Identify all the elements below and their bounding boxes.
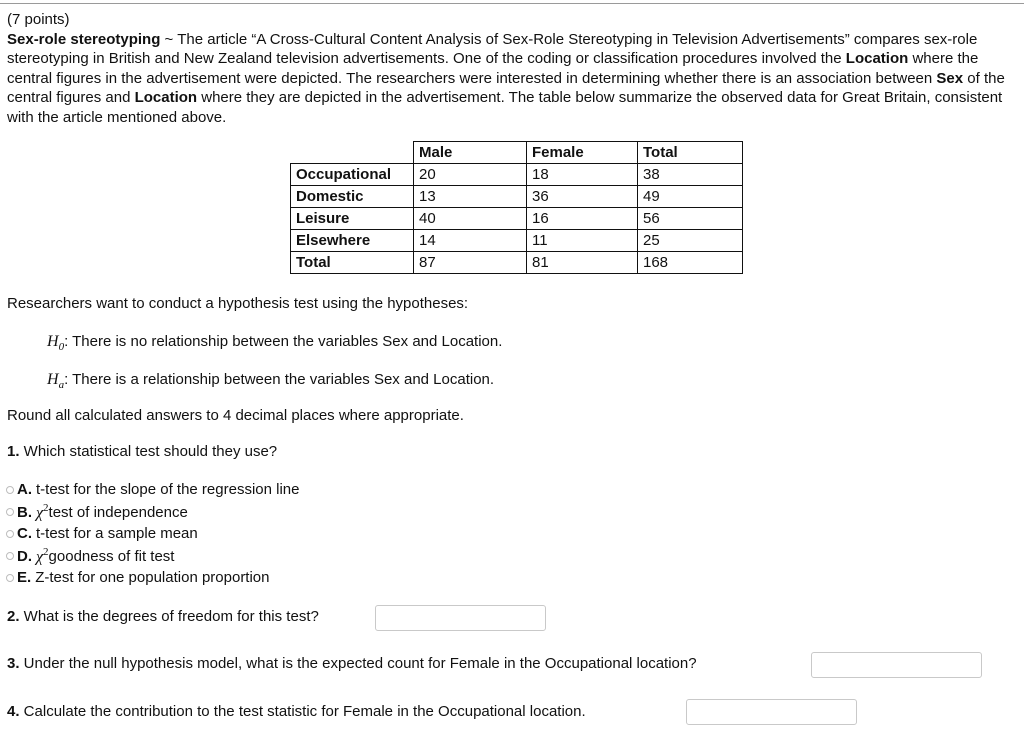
h0-letter: H	[47, 333, 59, 350]
q3-answer-input[interactable]	[811, 652, 982, 678]
q4-text: Calculate the contribution to the test statistic for Female in the Occupational location.	[19, 703, 586, 720]
q1-number: 1.	[7, 443, 20, 460]
question-1	[7, 443, 277, 460]
question-3	[7, 655, 697, 672]
intro-location-bold-2: Location	[134, 89, 198, 106]
question-4	[7, 703, 586, 720]
null-hypothesis	[47, 333, 502, 353]
q2-number: 2.	[7, 608, 20, 625]
table-row	[291, 164, 743, 186]
option-text: Z-test for one population proportion	[35, 569, 270, 586]
row-label: Elsewhere	[291, 230, 414, 252]
ha-subscript: a	[58, 379, 65, 392]
option-letter: A.	[17, 481, 32, 498]
h0-subscript: 0	[58, 341, 65, 354]
option-text: test of independence	[48, 503, 188, 521]
table-corner-cell	[291, 142, 414, 164]
option-b[interactable]	[6, 502, 188, 522]
chi-superscript: 2	[43, 546, 49, 558]
table-row	[291, 230, 743, 252]
q3-text: Under the null hypothesis model, what is the expected count for Female in the Occupational location?	[19, 655, 697, 672]
chi-letter: χ	[36, 504, 44, 522]
hypotheses-lead: Researchers want to conduct a hypothesis test using the hypotheses:	[7, 295, 469, 312]
topic-title: Sex-role stereotyping	[7, 30, 161, 48]
option-d[interactable]	[6, 546, 174, 566]
table-cell: 87	[414, 252, 527, 274]
top-divider	[0, 3, 1024, 4]
chi-square-symbol	[36, 546, 49, 566]
topic-separator: ~	[160, 30, 178, 48]
table-cell: 16	[527, 208, 638, 230]
table-header-row	[291, 142, 743, 164]
intro-text-1: The article “A Cross-Cultural Content Analysis of Sex-Role Stereotyping in Television Advertisements” compares sex-role stereotyping in British and New Zealand television advertisements. One of the coding or classification procedures involved the	[7, 30, 978, 67]
table-cell: 25	[638, 230, 743, 252]
option-a[interactable]	[6, 481, 299, 498]
table-cell: 18	[527, 164, 638, 186]
option-letter: D.	[17, 547, 32, 565]
table-cell: 14	[414, 230, 527, 252]
row-label: Total	[291, 252, 414, 274]
ha-text: : There is a relationship between the variables Sex and Location.	[64, 371, 495, 388]
intro-text-2: where the central figures in the advertisement were depicted. The researchers were interested in determining whether there is an association between	[7, 50, 979, 87]
table-cell: 38	[638, 164, 743, 186]
q3-number: 3.	[7, 655, 20, 672]
observed-data-table	[290, 141, 743, 274]
col-header-male: Male	[414, 142, 527, 164]
col-header-female: Female	[527, 142, 638, 164]
row-label: Domestic	[291, 186, 414, 208]
option-letter: E.	[17, 569, 32, 586]
radio-circle-icon[interactable]	[6, 486, 14, 494]
table-cell: 81	[527, 252, 638, 274]
intro-sex-bold: Sex	[936, 69, 964, 87]
question-2	[7, 608, 319, 625]
table-row	[291, 208, 743, 230]
option-letter: C.	[17, 525, 32, 542]
option-letter: B.	[17, 503, 32, 521]
option-text: goodness of fit test	[48, 547, 175, 565]
table-row-total	[291, 252, 743, 274]
intro-paragraph	[7, 30, 1019, 128]
table-cell: 36	[527, 186, 638, 208]
row-label: Occupational	[291, 164, 414, 186]
chi-superscript: 2	[43, 502, 49, 514]
table-cell: 56	[638, 208, 743, 230]
h0-text: : There is no relationship between the variables Sex and Location.	[64, 333, 503, 350]
chi-square-symbol	[36, 502, 49, 522]
q1-text: Which statistical test should they use?	[19, 443, 278, 460]
table-cell: 11	[527, 230, 638, 252]
table-cell: 40	[414, 208, 527, 230]
problem-intro	[7, 10, 1019, 127]
table-cell: 49	[638, 186, 743, 208]
option-e[interactable]	[6, 569, 270, 586]
ha-symbol	[47, 371, 65, 392]
intro-text-4: where they are depicted in the advertisement. The table below summarize the observed data for Great Britain, consistent with the article mentioned above.	[7, 89, 1003, 126]
table-row	[291, 186, 743, 208]
option-text: t-test for a sample mean	[36, 525, 198, 542]
intro-text-3: of the central figures and	[7, 69, 1005, 106]
h0-symbol	[47, 333, 65, 354]
intro-location-bold: Location	[845, 50, 909, 67]
radio-circle-icon[interactable]	[6, 552, 14, 560]
radio-circle-icon[interactable]	[6, 530, 14, 538]
option-c[interactable]	[6, 525, 198, 542]
q4-number: 4.	[7, 703, 20, 720]
option-text: t-test for the slope of the regression line	[36, 481, 300, 498]
table-cell: 168	[638, 252, 743, 274]
radio-circle-icon[interactable]	[6, 508, 14, 516]
col-header-total: Total	[638, 142, 743, 164]
points-label: (7 points)	[7, 11, 70, 28]
chi-letter: χ	[36, 548, 44, 566]
table-cell: 13	[414, 186, 527, 208]
q4-answer-input[interactable]	[686, 699, 857, 725]
q2-answer-input[interactable]	[375, 605, 546, 631]
ha-letter: H	[47, 371, 59, 388]
radio-circle-icon[interactable]	[6, 574, 14, 582]
table-cell: 20	[414, 164, 527, 186]
rounding-note: Round all calculated answers to 4 decimal places where appropriate.	[7, 407, 464, 424]
row-label: Leisure	[291, 208, 414, 230]
q2-text: What is the degrees of freedom for this test?	[19, 608, 319, 625]
alt-hypothesis	[47, 371, 494, 391]
